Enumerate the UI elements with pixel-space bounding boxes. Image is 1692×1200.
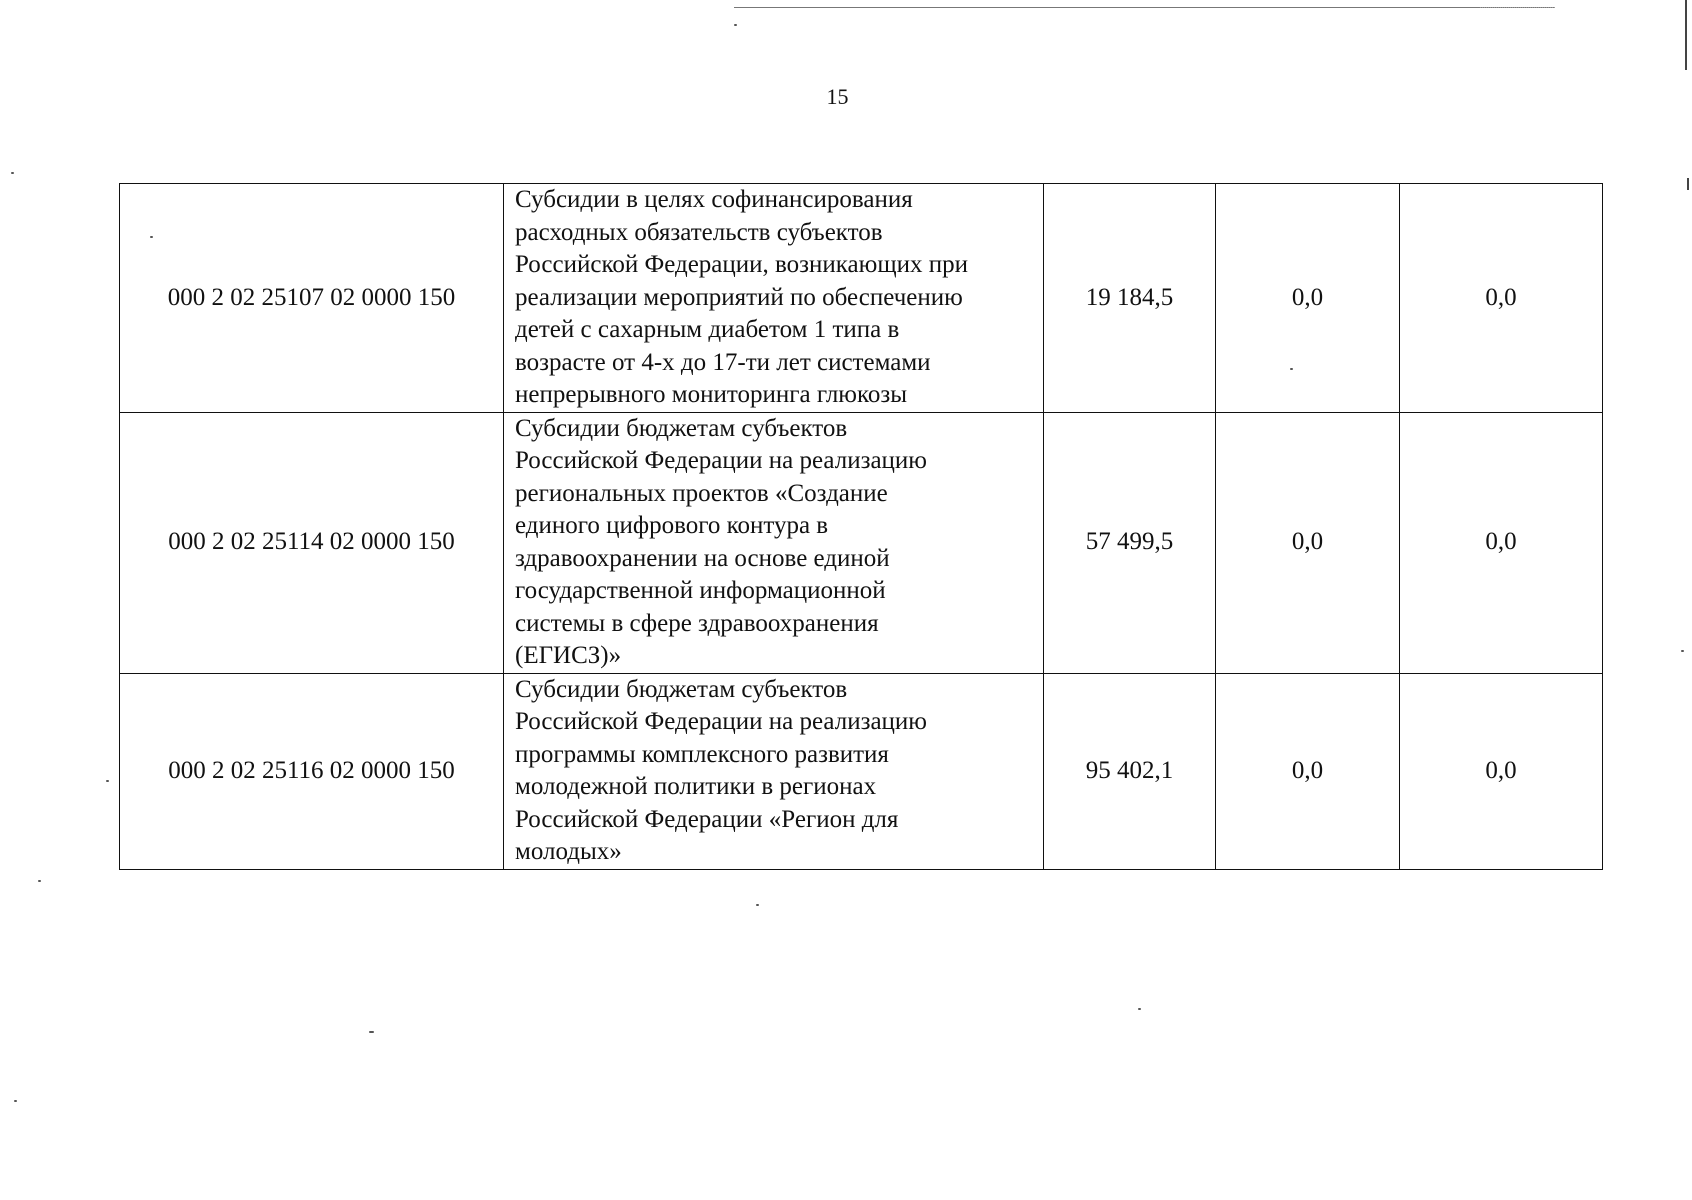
budget-code-cell: 000 2 02 25114 02 0000 150	[120, 412, 504, 673]
amount-cell-1: 19 184,5	[1044, 184, 1216, 413]
scan-speck	[150, 236, 153, 238]
top-scan-rule-dotted	[1480, 7, 1555, 8]
budget-code-cell: 000 2 02 25116 02 0000 150	[120, 673, 504, 869]
page-number: 15	[826, 84, 849, 109]
description-cell	[504, 673, 1044, 869]
amount-cell-3: 0,0	[1400, 184, 1603, 413]
description-line: молодых»	[515, 838, 622, 865]
scan-speck	[1290, 368, 1293, 370]
description-line: Субсидии в целях софинансирования	[515, 186, 913, 213]
scan-edge-mark	[1687, 178, 1689, 190]
scan-speck	[106, 780, 109, 782]
scan-speck	[14, 1100, 17, 1102]
description-line: Российской Федерации, возникающих при	[515, 251, 968, 278]
scan-speck	[756, 904, 759, 906]
scan-speck	[1138, 1008, 1141, 1010]
description-line: непрерывного мониторинга глюкозы	[515, 381, 908, 408]
scan-speck	[369, 1031, 374, 1033]
description-line: системы в сфере здравоохранения	[515, 609, 879, 637]
description-line: Российской Федерации на реализацию	[515, 708, 927, 735]
scan-speck	[1681, 650, 1684, 652]
scan-edge-mark	[1685, 0, 1687, 70]
description-line: Субсидии бюджетам субъектов	[515, 414, 848, 442]
table-row	[120, 184, 1603, 413]
description-line: здравоохранении на основе единой	[515, 544, 890, 572]
description-line: государственной информационной	[515, 577, 886, 604]
amount-cell-1: 57 499,5	[1044, 412, 1216, 673]
amount-cell-1: 95 402,1	[1044, 673, 1216, 869]
table-row	[120, 412, 1603, 673]
description-line: единого цифрового контура в	[515, 512, 829, 539]
description-line: детей с сахарным диабетом 1 типа в	[515, 316, 900, 343]
amount-cell-3: 0,0	[1400, 673, 1603, 869]
amount-cell-2: 0,0	[1216, 184, 1400, 413]
amount-cell-2: 0,0	[1216, 412, 1400, 673]
description-line: Субсидии бюджетам субъектов	[515, 675, 848, 703]
description-line: реализации мероприятий по обеспечению	[515, 283, 963, 311]
amount-cell-2: 0,0	[1216, 673, 1400, 869]
description-line: региональных проектов «Создание	[515, 479, 888, 507]
description-line: (ЕГИСЗ)»	[515, 642, 622, 669]
scan-speck	[38, 880, 41, 882]
description-line: Российской Федерации на реализацию	[515, 447, 927, 474]
description-line: Российской Федерации «Регион для	[515, 805, 899, 833]
description-line: молодежной политики в регионах	[515, 773, 877, 800]
budget-table	[119, 183, 1603, 870]
description-cell	[504, 184, 1044, 413]
description-cell	[504, 412, 1044, 673]
description-line: расходных обязательств субъектов	[515, 218, 883, 246]
description-line: программы комплексного развития	[515, 740, 889, 768]
scan-speck	[734, 24, 737, 26]
table-row	[120, 673, 1603, 869]
description-line: возрасте от 4-х до 17-ти лет системами	[515, 348, 931, 376]
amount-cell-3: 0,0	[1400, 412, 1603, 673]
top-scan-rule	[734, 7, 1554, 8]
budget-code-cell: 000 2 02 25107 02 0000 150	[120, 184, 504, 413]
scan-speck	[11, 172, 14, 174]
